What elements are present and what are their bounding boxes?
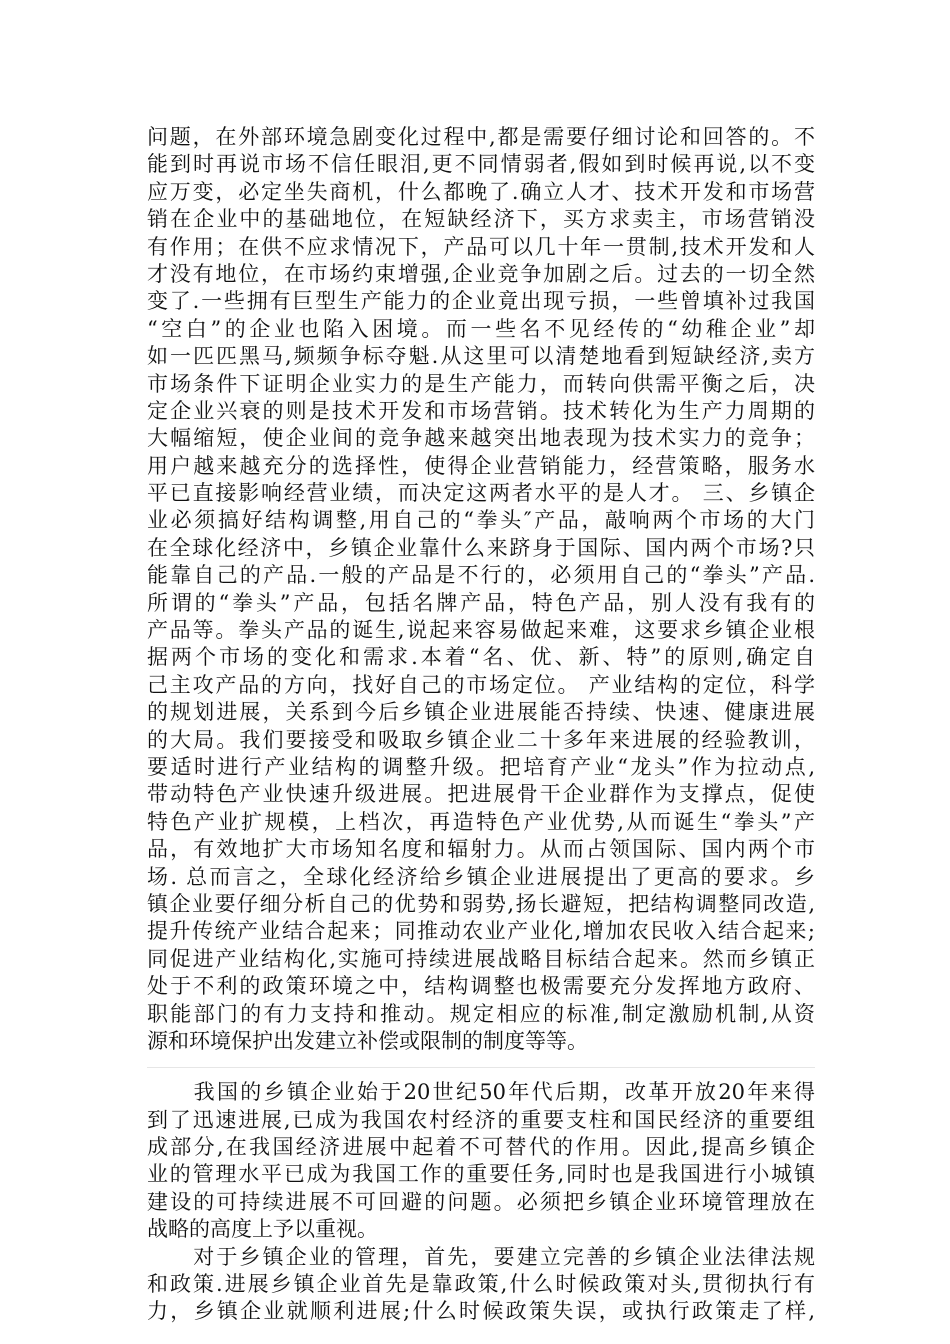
text-line: 如一匹匹黑马,频频争标夺魁.从这里可以清楚地看到短缺经济,卖方 xyxy=(147,344,815,369)
text-line: 产品等。拳头产品的诞生,说起来容易做起来难，这要求乡镇企业根 xyxy=(147,618,815,643)
text-line: 我国的乡镇企业始于20世纪50年代后期，改革开放20年来得 xyxy=(147,1080,815,1105)
text-block-1 xyxy=(147,124,815,1055)
text-line: 提升传统产业结合起来；同推动农业产业化,增加农民收入结合起来; xyxy=(147,919,815,944)
text-line: 销在企业中的基础地位，在短缺经济下，买方求卖主，市场营销没 xyxy=(147,207,815,232)
text-line: 力，乡镇企业就顺利进展;什么时候政策失误，或执行政策走了样, xyxy=(147,1299,815,1324)
text-line: 战略的高度上予以重视。 xyxy=(147,1217,378,1242)
text-line: 职能部门的有力支持和推动。规定相应的标准,制定激励机制,从资 xyxy=(147,1001,815,1026)
text-line: “空白”的企业也陷入困境。而一些名不见经传的“幼稚企业”却 xyxy=(147,316,815,341)
text-line: 有作用；在供不应求情况下，产品可以几十年一贯制,技术开发和人 xyxy=(147,234,815,259)
text-line: 特色产业扩规模，上档次，再造特色产业优势,从而诞生“拳头”产 xyxy=(147,809,815,834)
text-line: 和政策.进展乡镇企业首先是靠政策,什么时候政策对头,贯彻执行有 xyxy=(147,1272,815,1297)
text-line: 镇企业要仔细分析自己的优势和弱势,扬长避短，把结构调整同改造, xyxy=(147,891,815,916)
text-line: 业的管理水平已成为我国工作的重要任务,同时也是我国进行小城镇 xyxy=(147,1162,815,1187)
text-line: 定企业兴衰的则是技术开发和市场营销。技术转化为生产力周期的 xyxy=(147,398,815,423)
text-line: 同促进产业结构化,实施可持续进展战略目标结合起来。然而乡镇正 xyxy=(147,946,815,971)
text-line: 处于不利的政策环境之中，结构调整也极需要充分发挥地方政府、 xyxy=(147,974,815,999)
text-line: 平已直接影响经营业绩，而决定这两者水平的是人才。 三、乡镇企 xyxy=(147,481,815,506)
text-line: 才没有地位，在市场约束增强,企业竞争加剧之后。过去的一切全然 xyxy=(147,261,815,286)
text-line: 成部分,在我国经济进展中起着不可替代的作用。因此,提高乡镇企 xyxy=(147,1135,815,1160)
text-line: 带动特色产业快速升级进展。把进展骨干企业群作为支撑点，促使 xyxy=(147,782,815,807)
text-line: 能靠自己的产品.一般的产品是不行的，必须用自己的“拳头”产品. xyxy=(147,563,815,588)
text-line: 大幅缩短，使企业间的竞争越来越突出地表现为技术实力的竞争； xyxy=(147,426,815,451)
document-page xyxy=(147,124,815,1326)
text-line: 建设的可持续进展不可回避的问题。必须把乡镇企业环境管理放在 xyxy=(147,1189,815,1214)
text-line: 所谓的“拳头”产品，包括名牌产品，特色产品，别人没有我有的 xyxy=(147,590,815,615)
text-line: 源和环境保护出发建立补偿或限制的制度等等。 xyxy=(147,1028,588,1053)
text-line: 市场条件下证明企业实力的是生产能力，而转向供需平衡之后，决 xyxy=(147,371,815,396)
text-block-2 xyxy=(147,1079,815,1326)
text-line: 在全球化经济中，乡镇企业靠什么来跻身于国际、国内两个市场?只 xyxy=(147,535,815,560)
text-line: 到了迅速进展,已成为我国农村经济的重要支柱和国民经济的重要组 xyxy=(147,1107,815,1132)
text-line: 用户越来越充分的选择性，使得企业营销能力，经营策略，服务水 xyxy=(147,453,815,478)
text-line: 据两个市场的变化和需求.本着“名、优、新、特”的原则,确定自 xyxy=(147,645,815,670)
text-line: 场. 总而言之，全球化经济给乡镇企业进展提出了更高的要求。乡 xyxy=(147,864,815,889)
section-divider xyxy=(147,1067,815,1068)
text-line: 问题，在外部环境急剧变化过程中,都是需要仔细讨论和回答的。不 xyxy=(147,125,815,149)
text-line: 应万变，必定坐失商机，什么都晚了.确立人才、技术开发和市场营 xyxy=(147,179,815,204)
text-line: 己主攻产品的方向，找好自己的市场定位。 产业结构的定位，科学 xyxy=(147,672,815,697)
text-line: 的大局。我们要接受和吸取乡镇企业二十多年来进展的经验教训， xyxy=(147,727,815,752)
text-line: 要适时进行产业结构的调整升级。把培育产业“龙头”作为拉动点, xyxy=(147,754,815,779)
text-line: 对于乡镇企业的管理，首先，要建立完善的乡镇企业法律法规 xyxy=(147,1244,815,1269)
text-line: 业必须搞好结构调整,用自己的“拳头″产品，敲响两个市场的大门 xyxy=(147,508,815,533)
text-line: 品，有效地扩大市场知名度和辐射力。从而占领国际、国内两个市 xyxy=(147,837,815,862)
text-line: 变了.一些拥有巨型生产能力的企业竟出现亏损，一些曾填补过我国 xyxy=(147,289,815,314)
text-line: 能到时再说市场不信任眼泪,更不同情弱者,假如到时候再说,以不变 xyxy=(147,152,815,177)
text-line: 的规划进展，关系到今后乡镇企业进展能否持续、快速、健康进展 xyxy=(147,700,815,725)
